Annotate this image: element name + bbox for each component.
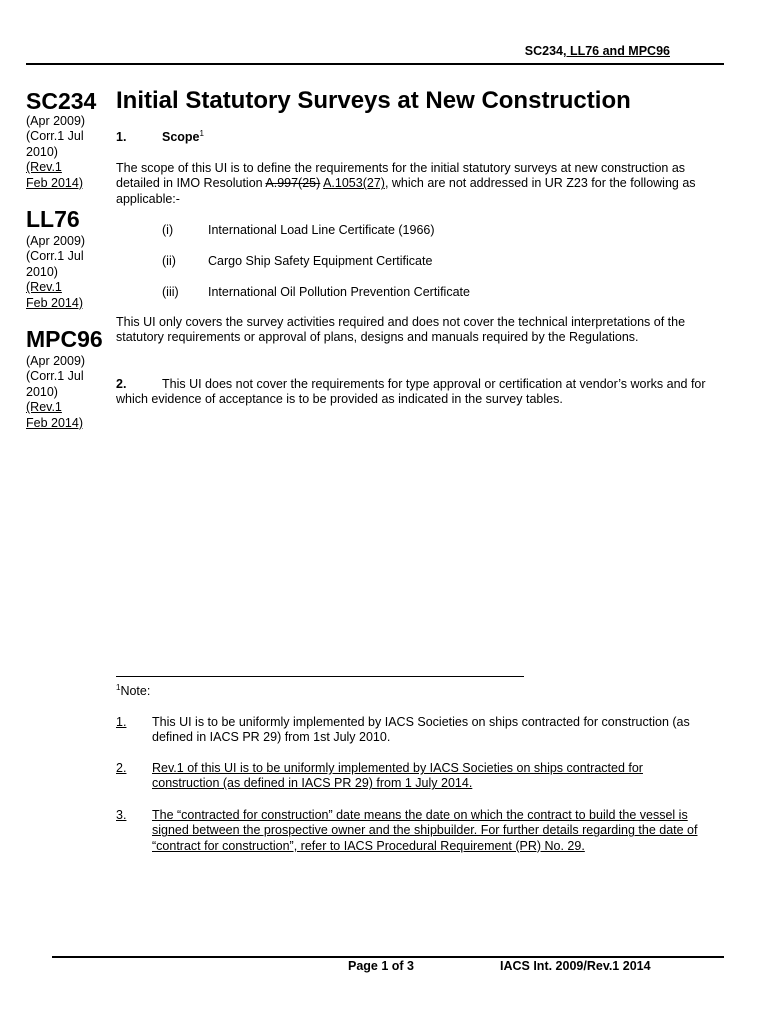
section-1-number: 1. [116, 130, 127, 144]
certificate-list-item [162, 254, 432, 269]
sidebar-history-line: (Corr.1 Jul [26, 249, 84, 264]
footnote-item [116, 715, 706, 747]
sidebar-code-mpc96: MPC96 [26, 326, 103, 352]
new-resolution-ref: A.1053(27) [323, 176, 385, 191]
section-2-paragraph [116, 377, 706, 408]
footnote-item-text: The “contracted for construction” date means the date on which the contract to build the vessel is signed between the prospective owner and the shipbuilder. For further details regarding the date of “contract for construction”, refer to IACS Procedural Requirement (PR) No. 29. [152, 808, 698, 853]
footnote-item [116, 808, 706, 872]
list-marker: (ii) [162, 254, 176, 268]
sidebar-history-line: (Corr.1 Jul [26, 369, 84, 384]
footnote-reference: 1 [199, 128, 204, 138]
header-rule [26, 63, 724, 65]
footer-rule [52, 956, 724, 958]
sidebar-history-sc234 [26, 114, 116, 191]
list-marker: (i) [162, 223, 174, 237]
footnote-item [116, 761, 706, 793]
list-text: Cargo Ship Safety Equipment Certificate [208, 254, 433, 268]
footnote-label [116, 684, 150, 698]
section-1-heading [116, 130, 706, 145]
sidebar-history-line: (Rev.1 [26, 280, 62, 295]
certificate-list-item [162, 285, 470, 300]
deleted-resolution-ref: A.997(25) [265, 176, 321, 191]
sidebar-history-line: (Apr 2009) [26, 234, 86, 248]
section-1-title: Scope [162, 130, 200, 144]
sidebar-history-line: (Rev.1 [26, 400, 62, 415]
scope-text-part1: The scope of this UI is to define the requirements for the initial statutory surveys at new construction as detailed in IMO Resolution [116, 161, 686, 191]
sidebar-history-line: 2010) [26, 264, 58, 279]
sidebar-code-sc234: SC234 [26, 88, 97, 114]
section-2-number: 2. [116, 377, 127, 391]
footnote-mark: 1 [116, 682, 121, 692]
sidebar-history-line: Feb 2014) [26, 295, 83, 310]
sidebar-history-line: (Apr 2009) [26, 114, 86, 128]
list-text: International Oil Pollution Prevention Certificate [208, 285, 470, 299]
footnote-item-text: This UI is to be uniformly implemented by IACS Societies on ships contracted for construction (as defined in IACS PR 29) from 1st July 2010. [152, 715, 690, 745]
header-code-rest: , LL76 and MPC96 [563, 44, 670, 58]
scope-text-part2: , which are not addressed in UR Z23 for the following as applicable:- [116, 176, 696, 206]
sidebar-history-mpc96 [26, 354, 116, 431]
coverage-paragraph: This UI only covers the survey activities required and does not cover the technical interpretations of the statutory requirements or approval of plans, designs and manuals required by the Regulations. [116, 315, 686, 345]
footnote-separator [116, 676, 524, 677]
sidebar-history-line: (Apr 2009) [26, 354, 86, 368]
sidebar-history-line: Feb 2014) [26, 415, 83, 430]
sidebar-history-line: 2010) [26, 384, 58, 399]
scope-paragraph [116, 161, 706, 207]
sidebar-history-line: Feb 2014) [26, 175, 83, 190]
footnote-label-text: Note: [120, 684, 151, 698]
document-title: Initial Statutory Surveys at New Construction [116, 87, 631, 114]
certificate-list-item [162, 223, 435, 238]
sidebar-code-ll76: LL76 [26, 206, 80, 232]
page-number: Page 1 of 3 [348, 959, 414, 973]
list-marker: (iii) [162, 285, 179, 299]
section-2-text: This UI does not cover the requirements for type approval or certification at vendor’s works and for which evidence of acceptance is to be provided as indicated in the survey tables. [116, 377, 706, 407]
header-code-main: SC234 [524, 44, 564, 58]
footnote-item-text: Rev.1 of this UI is to be uniformly implemented by IACS Societies on ships contracted for construction (as defined in IACS PR 29) from 1 July 2014. [152, 761, 643, 791]
footnote-item-number: 2. [116, 761, 127, 775]
sidebar-history-ll76 [26, 234, 116, 311]
footnote-item-number: 1. [116, 715, 127, 729]
document-version: IACS Int. 2009/Rev.1 2014 [500, 959, 651, 973]
list-text: International Load Line Certificate (1966) [208, 223, 435, 237]
footnote-item-number: 3. [116, 808, 127, 822]
sidebar-history-line: (Rev.1 [26, 160, 62, 175]
sidebar-history-line: (Corr.1 Jul [26, 129, 84, 144]
sidebar-history-line: 2010) [26, 144, 58, 159]
document-header-title [525, 44, 670, 58]
